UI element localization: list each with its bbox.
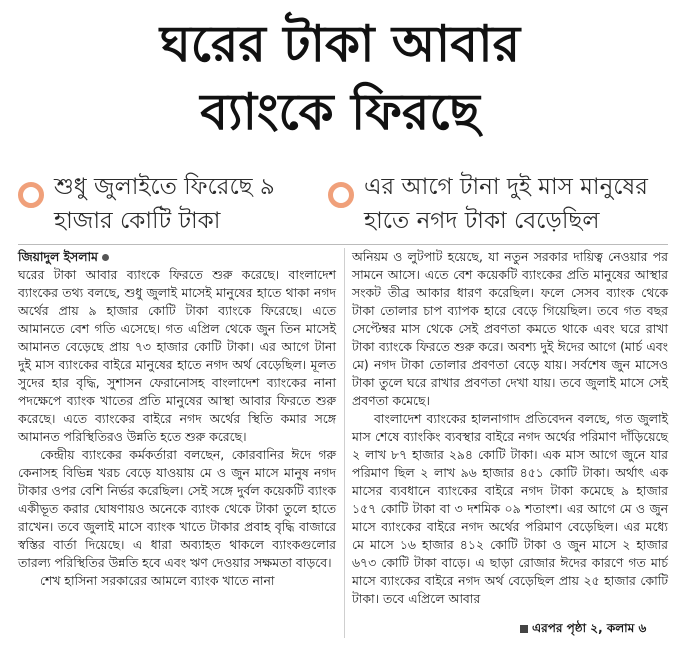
byline: জিয়াদুল ইসলাম [18,249,98,264]
article-column-left [18,248,336,590]
paragraph: শেখ হাসিনা সরকারের আমলে ব্যাংক খাতে নানা [40,573,275,588]
continuation-note [520,620,646,640]
column-divider [344,248,345,638]
subdeck-left [18,168,318,240]
subdeck-right-text: এর আগে টানা দুই মাস মানুষের হাতে নগদ টাকা বেড়েছিল [364,174,648,234]
subdeck-right [328,168,678,240]
byline-dot-icon [102,254,109,261]
subdeck-left-text: শুধু জুলাইতে ফিরেছে ৯ হাজার কোটি টাকা [54,174,275,234]
headline-line-1: ঘরের টাকা আবার [159,15,521,73]
byline-row [18,248,336,266]
header-rule [18,244,668,245]
paragraph: কেন্দ্রীয় ব্যাংকের কর্মকর্তারা বলছেন, কোরবানির ঈদে গরু কেনাসহ বিভিন্ন খরচ বেড়ে যাওয়ায় মে ও জুন মাসে মানুষ নগদ টাকার ওপর বেশি নির্ভর করেছিল। সেই সঙ্গে দুর্বল কয়েকটি ব্যাংক একীভূত করার ঘোষণায়ও অনেকে ব্যাংক থেকে টাকা তুলে হাতে রাখেন। তবে জুলাই মাসে ব্যাংক খাতে টাকার প্রবাহ বৃদ্ধি বাজারে স্বস্তির বার্তা দিয়েছে। এ ধারা অব্যাহত থাকলে ব্যাংকগুলোর তারল্য পরিস্থিতির উন্নতি হবে এবং ঋণ দেওয়ার সক্ষমতা বাড়বে। [18,447,336,570]
headline [0,10,680,146]
square-bullet-icon [520,625,528,633]
article-column-right [352,248,668,608]
headline-line-2: ব্যাংকে ফিরছে [200,83,480,141]
subdecks [0,168,680,240]
paragraph: বাংলাদেশ ব্যাংকের হালনাগাদ প্রতিবেদন বলছে, গত জুলাই মাস শেষে ব্যাংকিং ব্যবস্থার বাইরে নগদ অর্থের পরিমাণ দাঁড়িয়েছে ২ লাখ ৮৭ হাজার ২৯৪ কোটি টাকা। এক মাস আগে জুনে যার পরিমাণ ছিল ২ লাখ ৯৬ হাজার ৪৫১ কোটি টাকা। অর্থাৎ এক মাসের ব্যবধানে ব্যাংকের বাইরে নগদ টাকা কমেছে ৯ হাজার ১৫৭ কোটি টাকা বা ৩ দশমিক ০৯ শতাংশ। এর আগে মে ও জুন মাসে ব্যাংকের বাইরে নগদ অর্থের পরিমাণ বেড়েছিল। এর মধ্যে মে মাসে ১৬ হাজার ৪১২ কোটি টাকা ও জুন মাসে ২ হাজার ৬৭৩ কোটি টাকা বাড়ে। এ ছাড়া রোজার ঈদের কারণে গত মার্চ মাসে ব্যাংকের বাইরে নগদ অর্থ বেড়েছিল প্রায় ২৫ হাজার কোটি টাকা। তবে এপ্রিলে আবার [352,411,668,606]
ring-bullet-icon [328,182,354,208]
ring-bullet-icon [18,182,44,208]
continuation-text: এরপর পৃষ্ঠা ২, কলাম ৬ [532,621,647,635]
paragraph: ঘরের টাকা আবার ব্যাংকে ফিরতে শুরু করেছে। বাংলাদেশ ব্যাংকের তথ্য বলছে, শুধু জুলাই মাসেই মানুষের হাতে থাকা নগদ অর্থের প্রায় ৯ হাজার কোটি টাকা ব্যাংকে ফিরেছে। এতে আমানতে বেশ গতি এসেছে। গত এপ্রিল থেকে জুন তিন মাসেই আমানত বেড়েছে প্রায় ৭৩ হাজার কোটি টাকা। এর আগে টানা দুই মাস ব্যাংকের বাইরে মানুষের হাতে নগদ অর্থ বেড়েছিল। মূলত সুদের হার বৃদ্ধি, সুশাসন ফেরানোসহ বাংলাদেশ ব্যাংকের নানা পদক্ষেপে ব্যাংক খাতের প্রতি মানুষের আস্থা আবার ফিরতে শুরু করেছে। এতে ব্যাংকের বাইরে নগদ অর্থের স্থিতি কমার সঙ্গে আমানত পরিস্থিতিরও উন্নতি হতে শুরু করেছে। [18,267,336,444]
paragraph: অনিয়ম ও লুটপাট হয়েছে, যা নতুন সরকার দায়িত্ব নেওয়ার পর সামনে আসে। এতে বেশ কয়েকটি ব্যাংকের প্রতি মানুষের আস্থার সংকট তীব্র আকার ধারণ করেছিল। ফলে সেসব ব্যাংক থেকে টাকা তোলার চাপ ব্যাপক হারে বেড়ে গিয়েছিল। তবে গত বছর সেপ্টেম্বর মাস থেকে সেই প্রবণতা কমতে থাকে এবং ঘরে রাখা টাকা ব্যাংকে ফিরতে শুরু করে। অবশ্য দুই ঈদের আগে (মার্চ এবং মে) নগদ টাকা তোলার প্রবণতা বেড়ে যায়। সর্বশেষ জুন মাসেও টাকা তুলে ঘরে রাখার প্রবণতা দেখা যায়। তবে জুলাই মাসে সেই প্রবণতা কমেছে। [352,249,668,408]
